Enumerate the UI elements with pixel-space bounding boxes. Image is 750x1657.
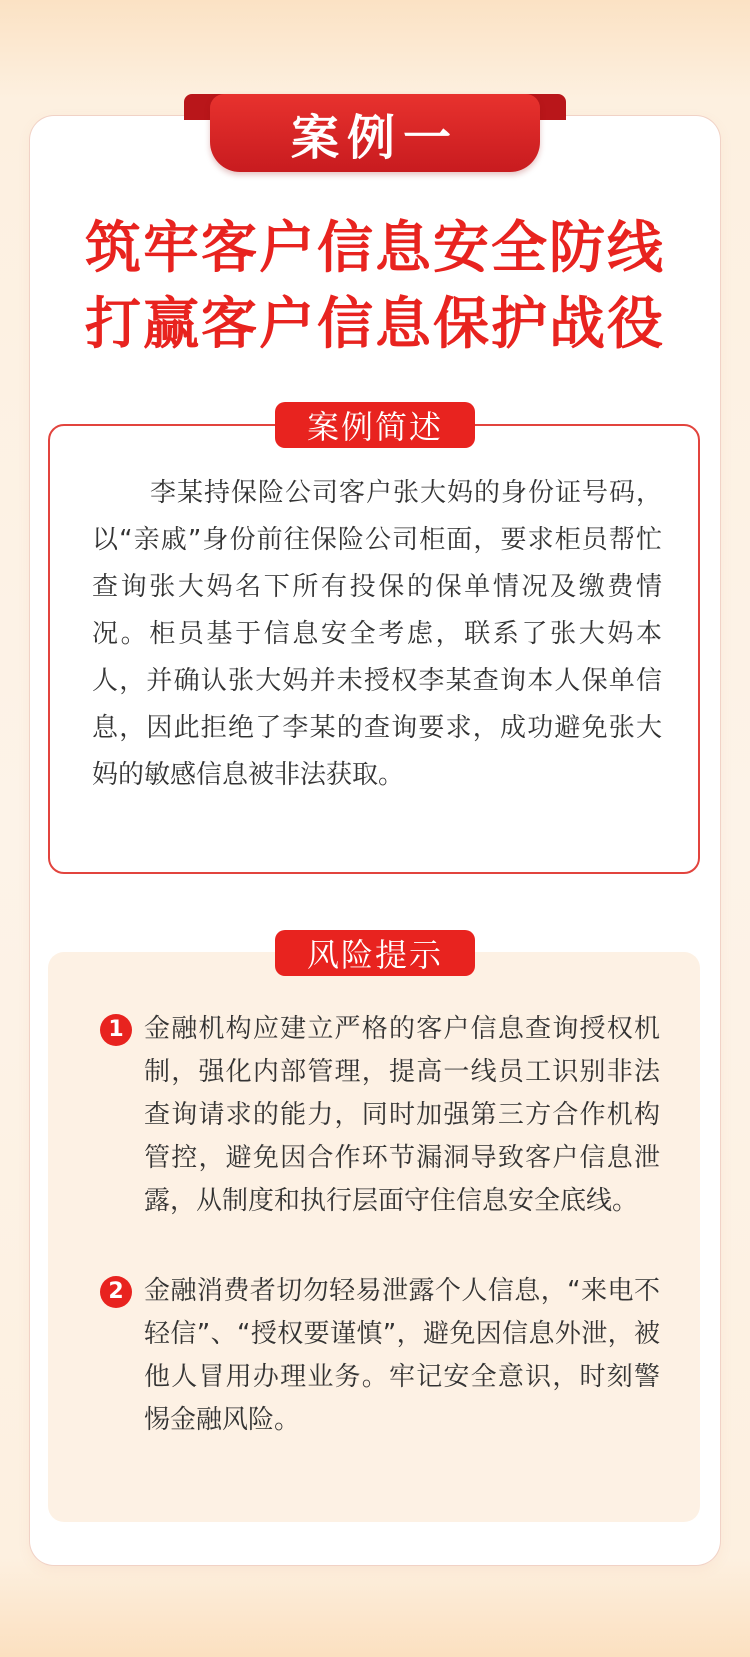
case-title: 案例一 (290, 109, 459, 166)
headline-line-2: 打赢客户信息保护战役 (85, 292, 665, 357)
risk-item-text: 金融机构应建立严格的客户信息查询授权机制，强化内部管理，提高一线员工识别非法查询请求的能力，同时加强第三方合作机构管控，避免因合作环节漏洞导致客户信息泄露，从制度和执行层面守住信息安全底线。 (144, 1014, 660, 1216)
summary-text: 李某持保险公司客户张大妈的身份证号码，以“亲戚”身份前往保险公司柜面，要求柜员帮忙查询张大妈名下所有投保的保单情况及缴费情况。柜员基于信息安全考虑，联系了张大妈本人，并确认张大妈并未授权李某查询本人保单信息，因此拒绝了李某的查询要求，成功避免张大妈的敏感信息被非法获取。 (92, 478, 662, 790)
number-badge-2: 2 (100, 1276, 132, 1308)
risk-label: 风险提示 (275, 930, 475, 976)
summary-label: 案例简述 (275, 402, 475, 448)
headline-line-1: 筑牢客户信息安全防线 (85, 216, 665, 281)
case-ribbon (210, 94, 540, 172)
risk-item-text: 金融消费者切勿轻易泄露个人信息，“来电不轻信”、“授权要谨慎”，避免因信息外泄，被他人冒用办理业务。牢记安全意识，时刻警惕金融风险。 (144, 1276, 660, 1435)
number-badge-1: 1 (100, 1014, 132, 1046)
